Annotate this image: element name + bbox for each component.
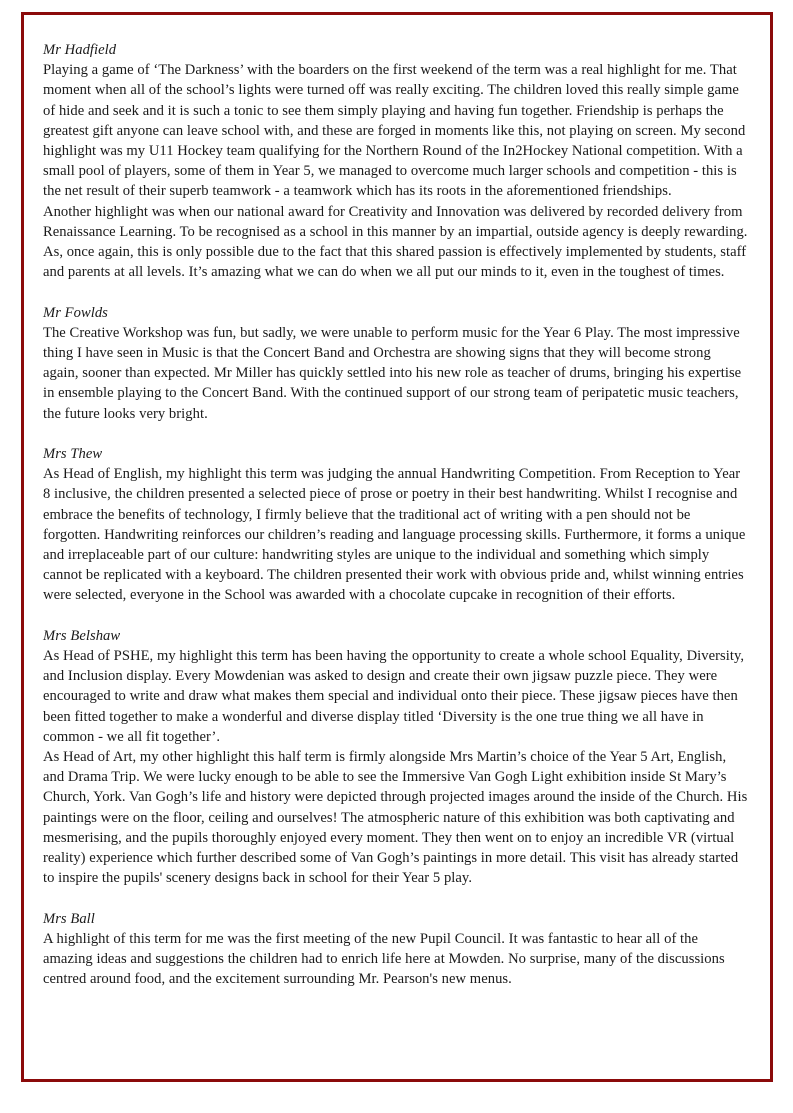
section-mrs-thew	[43, 444, 749, 606]
document-content	[43, 40, 749, 1010]
paragraph: A highlight of this term for me was the first meeting of the new Pupil Council. It was fantastic to hear all of the amazing ideas and suggestions the children had to enrich life here at Mowden. No surprise, many of the discussions centred around food, and the excitement surrounding Mr. Pearson's new menus.	[43, 930, 725, 988]
author-name: Mr Fowlds	[43, 304, 108, 321]
paragraph: As Head of PSHE, my highlight this term has been having the opportunity to create a whole school Equality, Diversity, and Inclusion display. Every Mowdenian was asked to design and create their own jigsaw puzzle piece. They were encouraged to write and draw what makes them special and individual onto their piece. These jigsaw pieces have then been fitted together to make a wonderful and diverse display titled ‘Diversity is the one true thing we all have in common - we all fit together’.	[43, 648, 745, 745]
paragraph: As Head of Art, my other highlight this half term is firmly alongside Mrs Martin’s choice of the Year 5 Art, English, and Drama Trip. We were lucky enough to be able to see the Immersive Van Gogh Light exhibition inside St Mary’s Church, York. Van Gogh’s life and history were depicted through projected images around the inside of the Church. His paintings were on the floor, ceiling and ourselves! The atmospheric nature of this exhibition was both captivating and mesmerising, and the pupils thoroughly enjoyed every moment. They then went on to enjoy an incredible VR (virtual reality) experience which further described some of Van Gogh’s paintings in more detail. This visit has already started to inspire the pupils' scenery designs back in school for their Year 5 play.	[43, 749, 748, 887]
author-name: Mr Hadfield	[43, 42, 117, 58]
author-name: Mrs Thew	[43, 446, 103, 463]
paragraph: The Creative Workshop was fun, but sadly, we were unable to perform music for the Year 6 Play. The most impressive thing I have seen in Music is that the Concert Band and Orchestra are showing signs that they will become strong again, sooner than expected. Mr Miller has quickly settled into his new role as teacher of drums, bringing his expertise in ensemble playing to the Concert Band. With the continued support of our strong team of peripatetic music teachers, the future looks very bright.	[43, 324, 742, 422]
section-mr-fowlds	[43, 303, 749, 424]
paragraph: Playing a game of ‘The Darkness’ with the boarders on the first weekend of the term was a real highlight for me. That moment when all of the school’s lights were turned off was really exciting. The children loved this really simple game of hide and seek and it is such a tonic to see them simply playing and having fun together. Friendship is perhaps the greatest gift anyone can leave school with, and these are forged in moments like this, not playing on screen. My second highlight was my U11 Hockey team qualifying for the Northern Round of the In2Hockey National competition. With a small pool of players, some of them in Year 5, we managed to overcome much larger schools and competition - this is the net result of their superb teamwork - a teamwork which has its roots in the aforementioned friendships.	[43, 62, 746, 200]
author-name: Mrs Ball	[43, 910, 95, 927]
author-name: Mrs Belshaw	[43, 627, 121, 644]
paragraph: As Head of English, my highlight this term was judging the annual Handwriting Competition. From Reception to Year 8 inclusive, the children presented a selected piece of prose or poetry in their best handwriting. Whilst I recognise and embrace the benefits of technology, I firmly believe that the traditional act of writing with a pen should not be forgotten. Handwriting reinforces our children’s reading and language processing skills. Furthermore, it forms a unique and irreplaceable part of our culture: handwriting styles are unique to the individual and something which simply cannot be replicated with a keyboard. The children presented their work with obvious pride and, whilst winning entries were selected, everyone in the School was awarded with a chocolate cupcake in recognition of their efforts.	[43, 466, 746, 604]
section-mrs-ball	[43, 909, 749, 990]
section-mr-hadfield	[43, 40, 749, 282]
section-mrs-belshaw	[43, 626, 749, 889]
paragraph: Another highlight was when our national award for Creativity and Innovation was delivered by recorded delivery from Renaissance Learning. To be recognised as a school in this manner by an impartial, outside agency is deeply rewarding. As, once again, this is only possible due to the fact that this shared passion is effectively implemented by students, staff and parents at all levels. It’s amazing what we can do when we all put our minds to it, even in the toughest of times.	[43, 203, 748, 281]
